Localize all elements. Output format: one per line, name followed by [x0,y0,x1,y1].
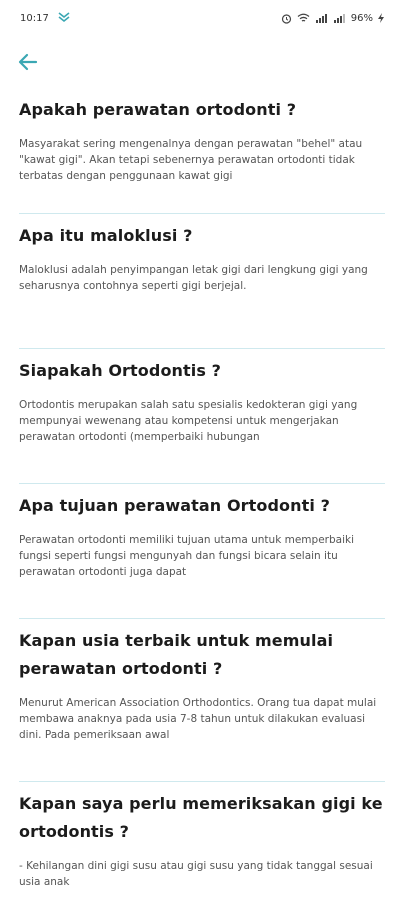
wifi-icon [297,13,310,23]
alarm-icon [281,13,292,24]
signal-icon-2 [333,13,346,23]
faq-item[interactable] [19,484,385,619]
app-notification-icon [57,11,71,26]
back-button[interactable] [14,50,42,78]
faq-answer: Masyarakat sering mengenalnya dengan perawatan "behel" atau "kawat gigi". Akan tetapi sebenernya perawatan ortodonti tidak terbatas dengan penggunaan kawat gigi [19,138,363,182]
signal-icon [315,13,328,23]
faq-question: Apa tujuan perawatan Ortodonti ? [19,496,331,515]
faq-question: Kapan usia terbaik untuk memulai perawatan ortodonti ? [19,631,334,678]
faq-question: Siapakah Ortodontis ? [19,361,222,380]
faq-answer: Menurut American Association Orthodontics. Orang tua dapat mulai membawa anaknya pada usia 7-8 tahun untuk dilakukan evaluasi dini. Pada pemeriksaan awal [19,697,377,741]
arrow-left-icon [18,53,38,75]
faq-question: Apa itu maloklusi ? [19,226,193,245]
status-time: 10:17 [20,12,49,24]
faq-answer: - Kehilangan dini gigi susu atau gigi susu yang tidak tanggal sesuai usia anak [19,860,373,888]
faq-answer: Maloklusi adalah penyimpangan letak gigi dari lengkung gigi yang seharusnya contohnya seperti gigi berjejal. [19,264,368,292]
faq-list[interactable] [0,92,404,900]
faq-answer: Ortodontis merupakan salah satu spesialis kedokteran gigi yang mempunyai wewenang atau kompetensi untuk mengerjakan perawatan ortodonti (memperbaiki hubungan [19,399,358,443]
app-bar [0,36,404,92]
faq-question: Kapan saya perlu memeriksakan gigi ke ortodontis ? [19,794,383,841]
faq-question: Apakah perawatan ortodonti ? [19,100,297,119]
status-bar [0,0,404,36]
faq-item[interactable] [19,214,385,349]
charging-icon [378,13,384,23]
faq-answer: Perawatan ortodonti memiliki tujuan utama untuk memperbaiki fungsi seperti fungsi mengunyah dan fungsi bicara selain itu perawatan ortodonti juga dapat [19,534,354,578]
faq-item[interactable] [19,92,385,214]
faq-item[interactable] [19,349,385,484]
faq-item[interactable] [19,619,385,782]
faq-item[interactable] [19,782,385,900]
battery-level: 96% [350,12,373,24]
